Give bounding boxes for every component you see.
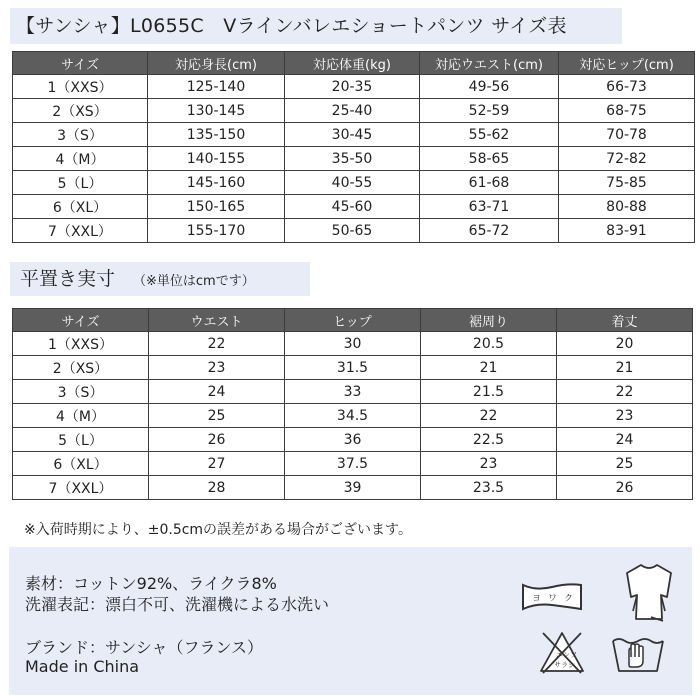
flat-table-cell: 26 bbox=[557, 476, 693, 500]
wring-label-char-2: ワ bbox=[548, 594, 558, 604]
size-chart-column-header: 対応ヒップ(cm) bbox=[559, 52, 695, 75]
size-chart-header-row bbox=[13, 52, 695, 75]
size-chart-cell: 30-45 bbox=[285, 123, 420, 147]
size-chart-row bbox=[13, 147, 695, 171]
size-chart-cell: 145-160 bbox=[148, 171, 285, 195]
size-chart-cell: 125-140 bbox=[148, 75, 285, 99]
size-chart-cell: 2（XS） bbox=[13, 99, 148, 123]
flat-table-row bbox=[13, 476, 693, 500]
flat-table-cell: 28 bbox=[149, 476, 285, 500]
size-chart-cell: 135-150 bbox=[148, 123, 285, 147]
flat-table-cell: 1（XXS） bbox=[13, 332, 149, 356]
flat-table-cell: 22 bbox=[557, 380, 693, 404]
flat-table-cell: 20 bbox=[557, 332, 693, 356]
size-chart-cell: 58-65 bbox=[420, 147, 559, 171]
flat-table-cell: 22.5 bbox=[421, 428, 557, 452]
size-chart-cell: 70-78 bbox=[559, 123, 695, 147]
flat-table-cell: 37.5 bbox=[285, 452, 421, 476]
product-info-panel bbox=[9, 547, 692, 695]
size-chart-column-header: 対応身長(cm) bbox=[148, 52, 285, 75]
flat-table-column-header: サイズ bbox=[13, 309, 149, 332]
origin-info: Made in China bbox=[25, 657, 140, 676]
size-chart-cell: 61-68 bbox=[420, 171, 559, 195]
size-chart-cell: 66-73 bbox=[559, 75, 695, 99]
flat-table-body bbox=[13, 332, 693, 500]
size-chart-row bbox=[13, 219, 695, 243]
flat-table-row bbox=[13, 332, 693, 356]
size-chart-cell: 35-50 bbox=[285, 147, 420, 171]
bleach-label-top: エンソ bbox=[556, 651, 577, 659]
size-chart-row bbox=[13, 195, 695, 219]
size-chart-cell: 49-56 bbox=[420, 75, 559, 99]
size-chart-cell: 45-60 bbox=[285, 195, 420, 219]
flat-table-cell: 6（XL） bbox=[13, 452, 149, 476]
size-chart-table bbox=[12, 51, 695, 243]
wring-label-char-1: ヨ bbox=[532, 594, 542, 604]
wring-label-char-3: ク bbox=[564, 594, 574, 604]
flat-table-cell: 36 bbox=[285, 428, 421, 452]
flat-table-cell: 3（S） bbox=[13, 380, 149, 404]
material-info: 素材：コットン92%、ライクラ8% bbox=[25, 574, 277, 593]
size-chart-row bbox=[13, 123, 695, 147]
size-chart-cell: 68-75 bbox=[559, 99, 695, 123]
flat-table-column-header: 着丈 bbox=[557, 309, 693, 332]
size-chart-cell: 5（L） bbox=[13, 171, 148, 195]
care-info: 洗濯表記：漂白不可、洗濯機による水洗い bbox=[25, 595, 330, 614]
flat-table-cell: 39 bbox=[285, 476, 421, 500]
flat-table-row bbox=[13, 404, 693, 428]
size-chart-cell: 4（M） bbox=[13, 147, 148, 171]
size-chart-column-header: サイズ bbox=[13, 52, 148, 75]
flat-table-row bbox=[13, 428, 693, 452]
flat-table-cell: 2（XS） bbox=[13, 356, 149, 380]
size-chart-cell: 50-65 bbox=[285, 219, 420, 243]
brand-info: ブランド：サンシャ（フランス） bbox=[25, 638, 264, 657]
flat-table-cell: 25 bbox=[149, 404, 285, 428]
flat-table-row bbox=[13, 380, 693, 404]
flat-table-cell: 23 bbox=[421, 452, 557, 476]
flat-table-cell: 21 bbox=[421, 356, 557, 380]
unit-note: （※単位はcmです） bbox=[133, 274, 255, 289]
flat-table-column-header: ウエスト bbox=[149, 309, 285, 332]
bleach-label-bottom: サラシ bbox=[554, 661, 575, 669]
size-chart-row bbox=[13, 75, 695, 99]
size-chart-cell: 83-91 bbox=[559, 219, 695, 243]
flat-table-cell: 34.5 bbox=[285, 404, 421, 428]
size-chart-cell: 65-72 bbox=[420, 219, 559, 243]
no-bleach-icon bbox=[537, 629, 587, 675]
size-chart-cell: 7（XXL） bbox=[13, 219, 148, 243]
size-chart-cell: 55-62 bbox=[420, 123, 559, 147]
size-chart-cell: 3（S） bbox=[13, 123, 148, 147]
flat-table-cell: 25 bbox=[557, 452, 693, 476]
flat-table-cell: 23 bbox=[149, 356, 285, 380]
size-chart-cell: 140-155 bbox=[148, 147, 285, 171]
flat-measurement-title: 平置き実寸 bbox=[20, 268, 116, 290]
flat-table-cell: 22 bbox=[421, 404, 557, 428]
size-chart-row bbox=[13, 171, 695, 195]
hand-wash-icon bbox=[609, 629, 667, 677]
flat-table-cell: 23 bbox=[557, 404, 693, 428]
size-chart-body bbox=[13, 75, 695, 243]
flat-measurement-table bbox=[12, 308, 693, 500]
flat-table-cell: 26 bbox=[149, 428, 285, 452]
flat-table-cell: 21 bbox=[557, 356, 693, 380]
flat-table-cell: 5（L） bbox=[13, 428, 149, 452]
flat-table-row bbox=[13, 356, 693, 380]
size-chart-cell: 150-165 bbox=[148, 195, 285, 219]
size-chart-cell: 63-71 bbox=[420, 195, 559, 219]
flat-table-cell: 4（M） bbox=[13, 404, 149, 428]
flat-table-cell: 24 bbox=[557, 428, 693, 452]
size-chart-cell: 40-55 bbox=[285, 171, 420, 195]
size-chart-cell: 6（XL） bbox=[13, 195, 148, 219]
size-chart-cell: 72-82 bbox=[559, 147, 695, 171]
size-chart-cell: 75-85 bbox=[559, 171, 695, 195]
size-chart-cell: 155-170 bbox=[148, 219, 285, 243]
flat-table-cell: 23.5 bbox=[421, 476, 557, 500]
flat-table-column-header: ヒップ bbox=[285, 309, 421, 332]
size-chart-cell: 52-59 bbox=[420, 99, 559, 123]
size-chart-column-header: 対応体重(kg) bbox=[285, 52, 420, 75]
page-title: 【サンシャ】L0655C Vラインバレエショートパンツ サイズ表 bbox=[10, 8, 622, 44]
flat-table-cell: 7（XXL） bbox=[13, 476, 149, 500]
size-chart-cell: 25-40 bbox=[285, 99, 420, 123]
flat-table-cell: 27 bbox=[149, 452, 285, 476]
flat-table-cell: 31.5 bbox=[285, 356, 421, 380]
flat-table-header-row bbox=[13, 309, 693, 332]
flat-table-column-header: 裾周り bbox=[421, 309, 557, 332]
size-chart-column-header: 対応ウエスト(cm) bbox=[420, 52, 559, 75]
size-chart-cell: 1（XXS） bbox=[13, 75, 148, 99]
size-chart-cell: 20-35 bbox=[285, 75, 420, 99]
flat-table-cell: 30 bbox=[285, 332, 421, 356]
flat-table-cell: 33 bbox=[285, 380, 421, 404]
flat-table-cell: 20.5 bbox=[421, 332, 557, 356]
size-chart-row bbox=[13, 99, 695, 123]
tolerance-footnote: ※入荷時期により、±0.5cmの誤差がある場合がございます。 bbox=[24, 522, 412, 538]
size-chart-cell: 130-145 bbox=[148, 99, 285, 123]
flat-table-cell: 22 bbox=[149, 332, 285, 356]
flat-table-row bbox=[13, 452, 693, 476]
flat-table-cell: 21.5 bbox=[421, 380, 557, 404]
flat-measurement-heading bbox=[10, 262, 310, 296]
flat-table-cell: 24 bbox=[149, 380, 285, 404]
shirt-reshape-icon bbox=[621, 561, 677, 625]
wring-gently-icon bbox=[520, 581, 584, 613]
size-chart-cell: 80-88 bbox=[559, 195, 695, 219]
